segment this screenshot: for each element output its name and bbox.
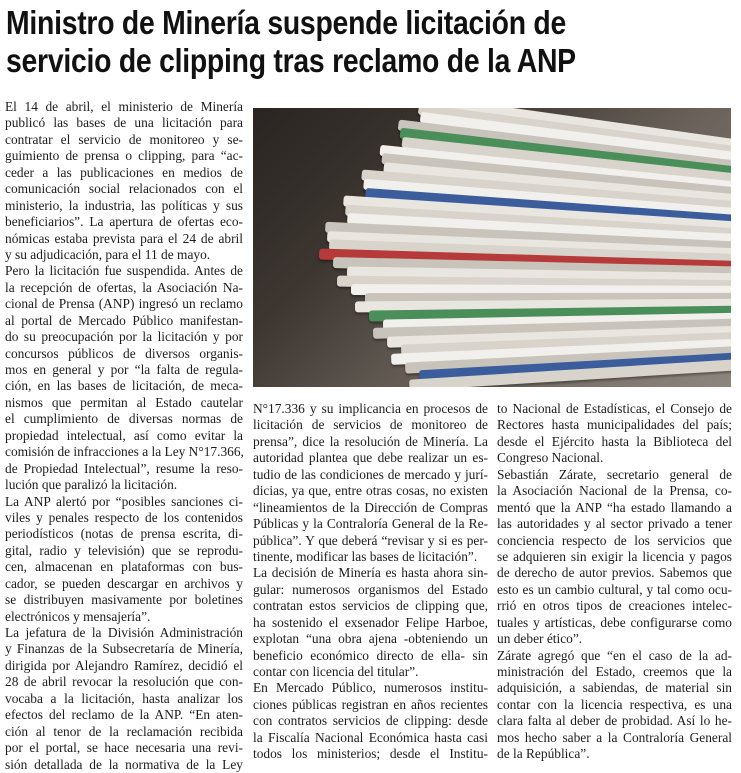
text-line: electrónicos y mensajería”. — [5, 608, 151, 624]
text-line: dicias, ya que, entre otras cosas, no existen — [253, 483, 488, 499]
text-line: dirigida por Alejandro Ramírez, decidió el — [5, 657, 243, 673]
text-line: todos los ministerios; desde el Institu- — [253, 746, 488, 762]
text-line: tuales y artísticas, debe configurarse como — [497, 614, 732, 630]
text-line: con contratos servicios de clipping: desde — [253, 713, 488, 729]
text-line: conciencia respecto de los servicios que — [497, 532, 732, 548]
text-line: vocaba a la licitación, hasta analizar los — [5, 690, 243, 706]
text-line: rrió en otros tipos de creaciones intelec- — [497, 598, 732, 614]
text-line: publicó las bases de una licitación para — [5, 115, 243, 131]
text-line: beneficiarios”. La apertura de ofertas eco- — [5, 214, 243, 230]
text-line: pública”. Y que deberá “revisar y si es per- — [253, 532, 488, 548]
text-line: ceder a las publicaciones en medios de — [5, 164, 243, 180]
text-line: las autoridades y al sector privado a tener — [497, 516, 732, 532]
text-line: efectos del reclamo de la ANP. “En aten- — [5, 707, 243, 723]
headline-line: servicio de clipping tras reclamo de la ANP — [6, 42, 576, 79]
text-line: de derecho de autor previos. Sabemos que — [497, 565, 732, 581]
text-line: Sebastián Zárate, secretario general de — [497, 466, 732, 482]
text-line: y Finanzas de la Subsecretaría de Minería, — [5, 641, 243, 657]
headline-line: Ministro de Minería suspende licitación de — [6, 4, 567, 41]
text-line: de la República”. — [497, 746, 590, 762]
text-line: viles y penales respecto de los contenidos — [5, 509, 243, 525]
text-line: mentó que la ANP “ha estado llamando a — [497, 499, 732, 515]
text-line: esto es un cambio cultural, y tal como ocu- — [497, 581, 732, 597]
text-line: contar con la licencia respectiva, es una — [497, 696, 732, 712]
text-line: clara falta al deber de probidad. Así lo he- — [497, 713, 732, 729]
newspaper-stack-photo — [253, 108, 731, 387]
text-line: gular: numerosos organismos del Estado — [253, 581, 488, 597]
article-column-1 — [5, 99, 243, 773]
text-line: nómicas estaba prevista para el 24 de abril — [5, 230, 243, 246]
text-line: guimiento de prensa o clipping, para “ac- — [5, 148, 243, 164]
text-line: ha sostenido el exsenador Felipe Harboe, — [253, 614, 488, 630]
text-line: contratar el servicio de monitoreo y se- — [5, 131, 243, 147]
text-line: desde el Ejército hasta la Biblioteca del — [497, 433, 732, 449]
text-line: lución que paralizó la licitación. — [5, 477, 178, 493]
text-line: ministración del Estado, creemos que la — [497, 664, 732, 679]
text-line: contar con licencia del titular”. — [253, 664, 419, 679]
text-line: Rectores hasta municipalidades del país; — [497, 417, 732, 433]
text-line: mos hecho saber a la Contraloría General — [497, 729, 732, 745]
text-line: licitación de servicios de monitoreo de — [253, 417, 488, 433]
text-line: la Asociación Nacional de la Prensa, co- — [497, 483, 732, 499]
text-line: autoridad plantea que debe realizar un es- — [253, 450, 488, 466]
text-line: prensa”, dice la resolución de Minería. La — [253, 433, 488, 449]
text-line: N°17.336 y su implicancia en procesos de — [253, 401, 488, 416]
text-line: ción, en las bases de licitación, de meca- — [5, 378, 243, 394]
text-line: En Mercado Público, numerosos institu- — [253, 680, 488, 696]
text-line: Públicas y la Contraloría General de la Re- — [253, 516, 488, 532]
text-line: se distribuyen masivamente por boletines — [5, 592, 243, 608]
article-column-3 — [497, 401, 732, 763]
text-line: La decisión de Minería es hasta ahora sin- — [253, 565, 488, 581]
headline — [6, 4, 741, 80]
text-line: comunicación social relacionados con el — [5, 181, 243, 197]
text-line: nismos que permitan al Estado cautelar — [5, 394, 243, 410]
text-line: y su adjudicación, para el 11 de mayo. — [5, 246, 211, 262]
text-line: adquisición, a sabiendas, de material sin — [497, 680, 732, 696]
text-line: “lineamientos de la Dirección de Compras — [253, 499, 488, 515]
text-line: cional de Prensa (ANP) ingresó un reclamo — [5, 296, 243, 312]
text-line: al portal de Mercado Público manifestan- — [5, 312, 243, 328]
text-line: el cumplimiento de diversas normas de — [5, 411, 243, 427]
text-line: por el portal, se hace necesaria una revi- — [5, 740, 243, 756]
text-line: ministerio, la industria, las políticas y sus — [5, 197, 243, 213]
text-line: ción al tenor de la reclamación recibida — [5, 723, 243, 739]
text-line: concursos públicos de diversos organis- — [5, 345, 243, 361]
text-line: mos en general y por “la falta de regula- — [5, 362, 243, 377]
text-line: to Nacional de Estadísticas, el Consejo de — [497, 401, 732, 416]
text-line: 28 de abril revocar la resolución que con- — [5, 674, 243, 690]
text-line: tinente, modificar las bases de licitación”. — [253, 548, 478, 564]
text-line: cador, se pueden descargar en archivos y — [5, 575, 243, 591]
text-line: beneficio económico directo de ella- sin — [253, 647, 488, 663]
text-line: de Propiedad Intelectual”, resume la reso- — [5, 460, 243, 476]
text-line: Congreso Nacional. — [497, 450, 604, 466]
text-line: cen, almacenan en plataformas con bus- — [5, 559, 243, 575]
text-line: se adquieren sin exigir la licencia y pagos — [497, 548, 732, 564]
text-line: La jefatura de la División Administración — [5, 625, 243, 640]
text-line: Zárate agregó que “en el caso de la ad- — [497, 647, 732, 663]
article-column-2 — [253, 401, 488, 763]
text-line: la Fiscalía Nacional Económica hasta casi — [253, 729, 488, 745]
text-line: comisión de infracciones a la Ley N°17.366, — [5, 444, 244, 460]
text-line: periodísticos (notas de prensa escrita, di- — [5, 526, 243, 542]
text-line: ciones públicas registran en años recientes — [253, 696, 488, 712]
text-line: tudio de las condiciones de mercado y jurí- — [253, 466, 488, 482]
text-line: propiedad intelectual, así como evitar la — [5, 427, 243, 443]
text-line: explotan “una obra ajena -obteniendo un — [253, 631, 488, 647]
text-line: sión detallada de la normativa de la Ley — [5, 756, 243, 772]
text-line: la recepción de ofertas, la Asociación Na- — [5, 279, 243, 295]
text-line: Pero la licitación fue suspendida. Antes de — [5, 263, 243, 279]
text-line: un deber ético”. — [497, 631, 583, 647]
text-line: gital, radio y televisión) que se reprodu- — [5, 542, 243, 558]
text-line: La ANP alertó por “posibles sanciones ci- — [5, 493, 243, 509]
text-line: El 14 de abril, el ministerio de Minería — [5, 99, 243, 114]
text-line: contratan estos servicios de clipping que, — [253, 598, 488, 614]
text-line: do su preocupación por la licitación y por — [5, 329, 243, 345]
